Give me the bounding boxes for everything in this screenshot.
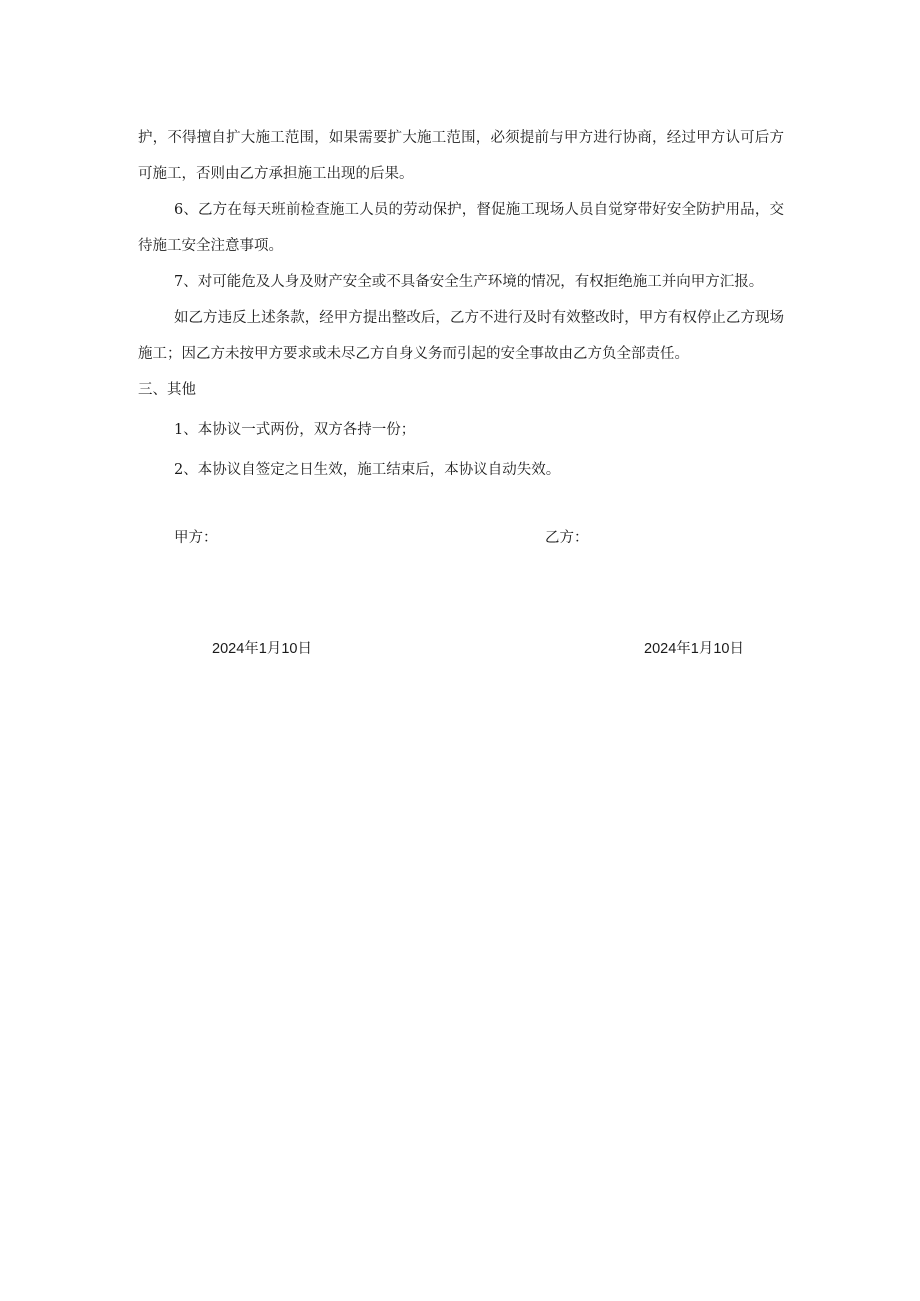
paragraph-item-1: 1、本协议一式两份，双方各持一份；: [174, 422, 416, 438]
paragraph-scope-clause: 护，不得擅自扩大施工范围，如果需要扩大施工范围，必须提前与甲方进行协商，经过甲方认可后方可施工，否则由乙方承担施工出现的后果。: [138, 130, 784, 182]
party-a-date: 2024年1月10日: [212, 641, 312, 657]
paragraph-clause-6: 6、乙方在每天班前检查施工人员的劳动保护，督促施工现场人员自觉穿带好安全防护用品，交待施工安全注意事项。: [138, 202, 784, 254]
party-b-date: 2024年1月10日: [644, 641, 744, 657]
party-a-label: 甲方：: [174, 530, 218, 546]
paragraph-clause-7: 7、对可能危及人身及财产安全或不具备安全生产环境的情况，有权拒绝施工并向甲方汇报。: [174, 274, 764, 290]
paragraph-liability: 如乙方违反上述条款，经甲方提出整改后，乙方不进行及时有效整改时，甲方有权停止乙方现场施工；因乙方未按甲方要求或未尽乙方自身义务而引起的安全事故由乙方负全部责任。: [138, 310, 784, 362]
section-heading-other: 三、其他: [138, 382, 196, 398]
party-b-label: 乙方：: [545, 530, 589, 546]
paragraph-item-2: 2、本协议自签定之日生效，施工结束后，本协议自动失效。: [174, 462, 561, 478]
